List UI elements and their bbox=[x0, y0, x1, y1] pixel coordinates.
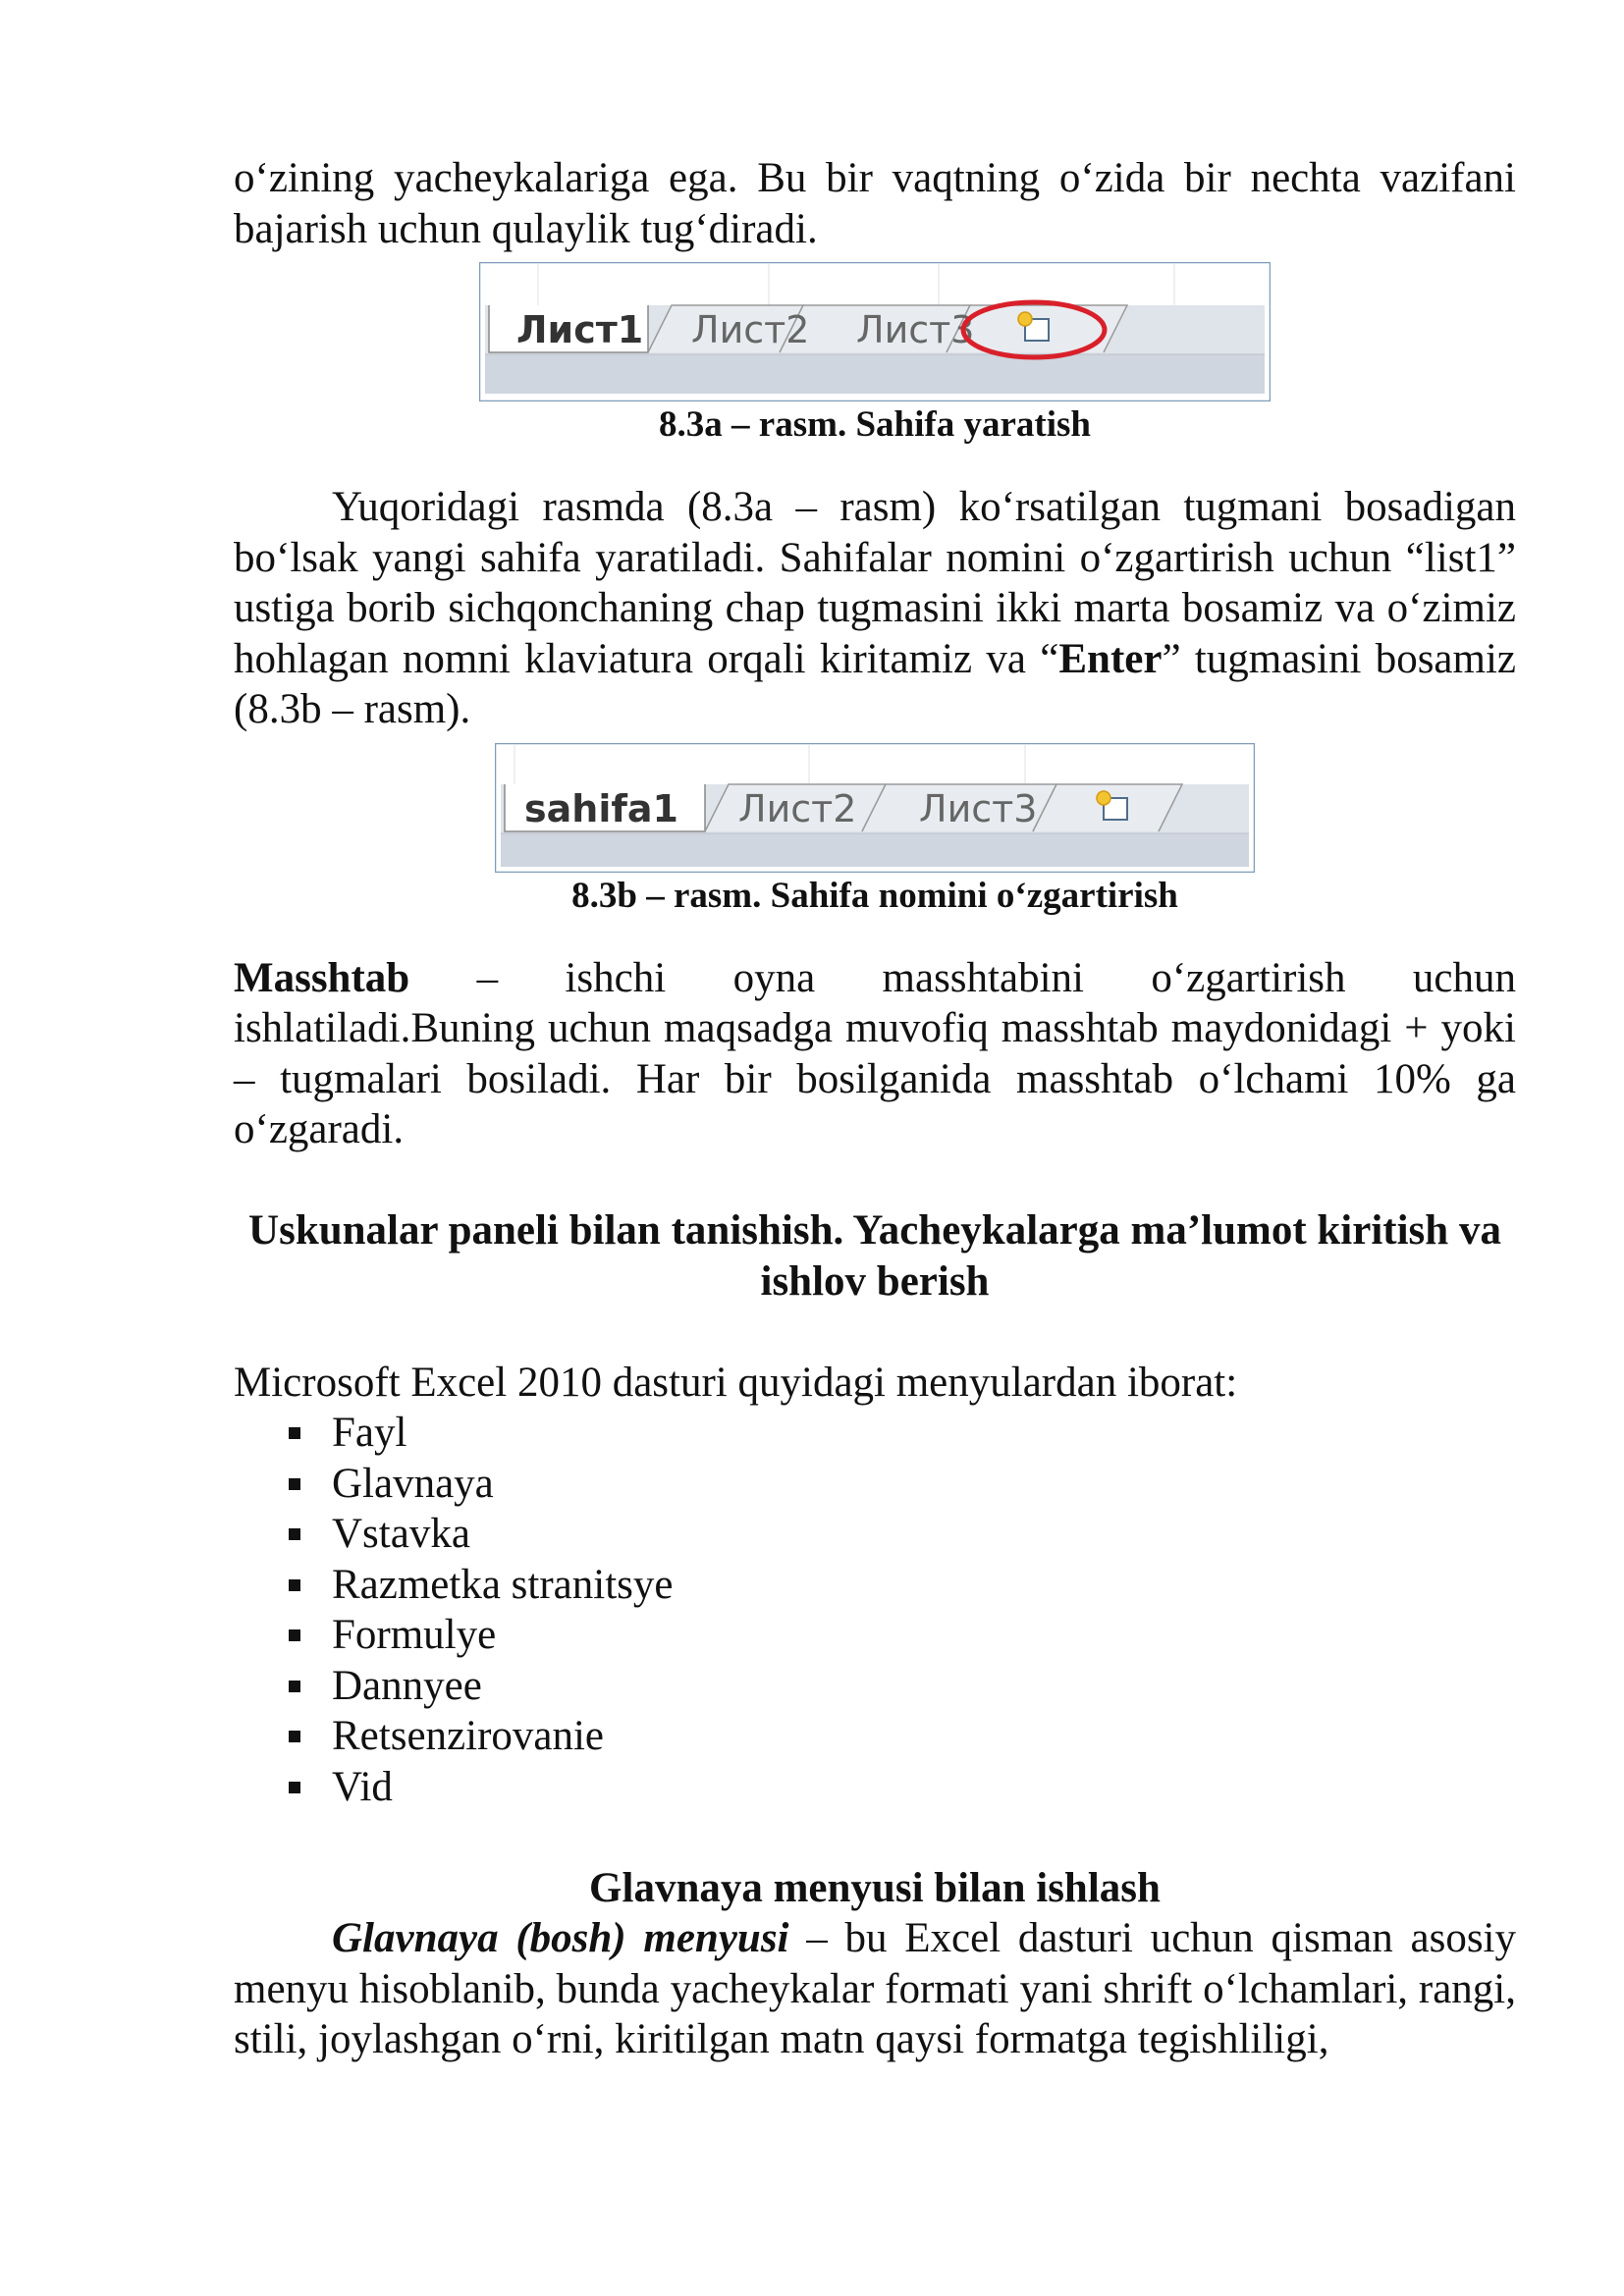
section-heading-1: Uskunalar paneli bilan tanishish. Yacheykalarga ma’lumot kiritish va ishlov berish bbox=[248, 1207, 1501, 1305]
bullet-icon bbox=[289, 1579, 300, 1591]
bullet-icon bbox=[289, 1782, 300, 1793]
bullet-icon bbox=[289, 1731, 300, 1742]
bullet-icon bbox=[289, 1528, 300, 1540]
list-item: Fayl bbox=[332, 1408, 1516, 1459]
list-item: Formulye bbox=[332, 1610, 1516, 1661]
list-item: Retsenzirovanie bbox=[332, 1711, 1516, 1762]
list-item: Vid bbox=[332, 1762, 1516, 1813]
glavnaya-term: Glavnaya (bosh) menyusi bbox=[332, 1915, 789, 1961]
bullet-icon bbox=[289, 1478, 300, 1490]
paragraph-3-line1: Masshtab – ishchi oyna masshtabini o‘zgartirish uchun bbox=[234, 954, 1517, 1001]
figure-caption-b: 8.3b – rasm. Sahifa nomini o‘zgartirish bbox=[571, 875, 1178, 916]
figure-8-3a bbox=[479, 262, 1271, 401]
tab-list2[interactable]: Лист2 bbox=[738, 786, 857, 830]
list-item: Razmetka stranitsye bbox=[332, 1560, 1516, 1611]
menu-intro: Microsoft Excel 2010 dasturi quyidagi menyulardan iborat: bbox=[234, 1359, 1238, 1406]
menu-list bbox=[234, 1408, 1516, 1812]
list-item: Vstavka bbox=[332, 1509, 1516, 1560]
bullet-icon bbox=[289, 1427, 300, 1439]
tab-list3[interactable]: Лист3 bbox=[856, 308, 975, 351]
sheet-tabs-figure-a bbox=[479, 262, 1271, 401]
paragraph-3-rest: ishlatiladi.Buning uchun maqsadga muvofiq masshtab maydonidagi + yoki – tugmalari bosiladi. Har bir bosilganida masshtab o‘lchami 10% ga o‘zgaradi. bbox=[234, 1005, 1516, 1152]
figure-8-3b bbox=[495, 743, 1255, 873]
list-item: Glavnaya bbox=[332, 1459, 1516, 1510]
bullet-icon bbox=[289, 1681, 300, 1692]
masshtab-term: Masshtab bbox=[234, 954, 410, 1001]
tab-list2[interactable]: Лист2 bbox=[691, 308, 810, 351]
enter-key-text: Enter bbox=[1058, 635, 1163, 682]
bullet-icon bbox=[289, 1629, 300, 1641]
tab-sahifa1[interactable]: sahifa1 bbox=[524, 786, 678, 830]
list-item: Dannyee bbox=[332, 1661, 1516, 1712]
sheet-tabs-figure-b bbox=[495, 743, 1255, 873]
paragraph-4: Glavnaya (bosh) menyusi – bu Excel dasturi uchun qisman asosiy menyu hisoblanib, bunda yacheykalar formati yani shrift o‘lchamlari, rangi, stili, joylashgan o‘rni, kiritilgan matn qaysi formatga tegishliligi, bbox=[234, 1915, 1517, 2062]
intro-paragraph: o‘zining yacheykalariga ega. Bu bir vaqtning o‘zida bir nechta vazifani bajarish uchun qulaylik tug‘diradi. bbox=[234, 155, 1516, 252]
paragraph-2: Yuqoridagi rasmda (8.3a – rasm) ko‘rsatilgan tugmani bosadigan bo‘lsak yangi sahifa yaratiladi. Sahifalar nomini o‘zgartirish uchun “list1” ustiga borib sichqonchaning chap tugmasini ikki marta bosamiz va o‘zimiz hohlagan nomni klaviatura orqali kiritamiz va “Enter” tugmasini bosamiz (8.3b – rasm). bbox=[234, 484, 1516, 732]
tab-list3[interactable]: Лист3 bbox=[919, 786, 1038, 830]
document-page bbox=[234, 153, 1516, 2065]
figure-caption-a: 8.3a – rasm. Sahifa yaratish bbox=[659, 404, 1091, 445]
section-heading-2: Glavnaya menyusi bilan ishlash bbox=[589, 1864, 1161, 1911]
tab-list1[interactable]: Лист1 bbox=[516, 308, 644, 351]
